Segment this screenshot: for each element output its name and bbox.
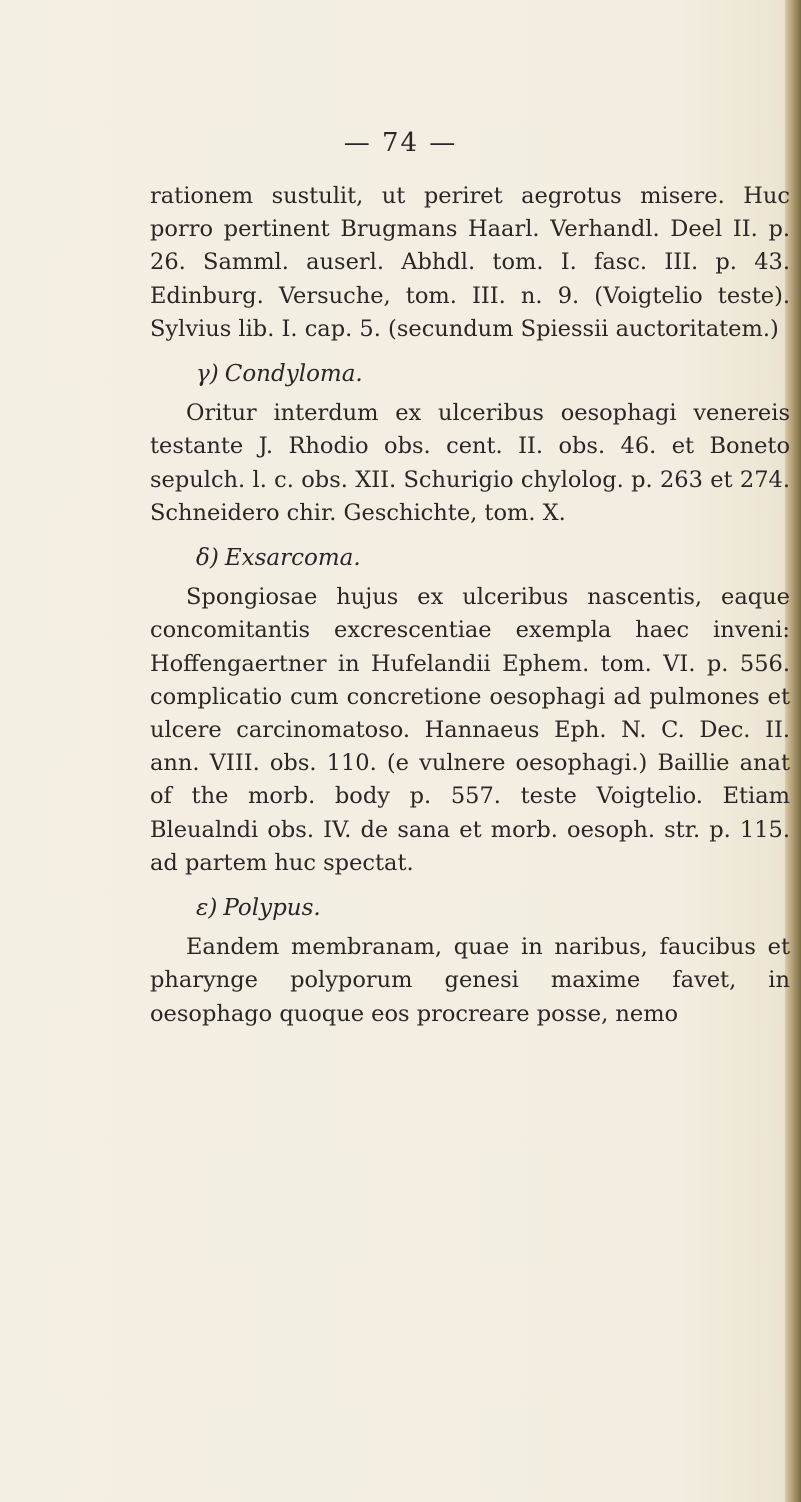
paragraph: Oritur interdum ex ulceribus oesophagi venereis testante J. Rhodio obs. cent. II. obs. 46. et Boneto sepulch. l. c. obs. XII. Schurigio chylolog. p. 263 et 274. Schneidero chir. Geschichte, tom. X. xyxy=(150,400,790,526)
section-title: Exsarcoma. xyxy=(224,545,361,572)
section-marker: δ) xyxy=(196,545,219,572)
body-text xyxy=(150,180,790,1031)
section-title: Polypus. xyxy=(223,895,321,922)
section-heading xyxy=(196,892,790,925)
section-marker: γ) xyxy=(196,361,219,388)
paragraph: Spongiosae hujus ex ulceribus nascentis, eaque concomitantis excrescentiae exempla haec inveni: Hoffengaertner in Hufelandii Ephem. tom. VI. p. 556. complicatio cum concretione oesophagi ad pulmones et ulcere carcinomatoso. Hannaeus Eph. N. C. Dec. II. ann. VIII. obs. 110. (e vulnere oesophagi.) Baillie anat of the morb. body p. 557. teste Voigtelio. Etiam Bleualndi obs. IV. de sana et morb. oesoph. str. p. 115. ad partem huc spectat. xyxy=(150,584,790,876)
section-heading xyxy=(196,358,790,391)
paragraph: rationem sustulit, ut periret aegrotus misere. Huc porro pertinent Brugmans Haarl. Verhandl. Deel II. p. 26. Samml. auserl. Abhdl. tom. I. fasc. III. p. 43. Edinburg. Versuche, tom. III. n. 9. (Voigtelio teste). Sylvius lib. I. cap. 5. (secundum Spiessii auctoritatem.) xyxy=(150,183,790,342)
section-marker: ε) xyxy=(196,895,218,922)
section-heading xyxy=(196,542,790,575)
section-title: Condyloma. xyxy=(224,361,363,388)
paragraph: Eandem membranam, quae in naribus, faucibus et pharynge polyporum genesi maxime favet, in oesophago quoque eos procreare posse, nemo xyxy=(150,934,790,1027)
page-number: — 74 — xyxy=(343,128,458,158)
